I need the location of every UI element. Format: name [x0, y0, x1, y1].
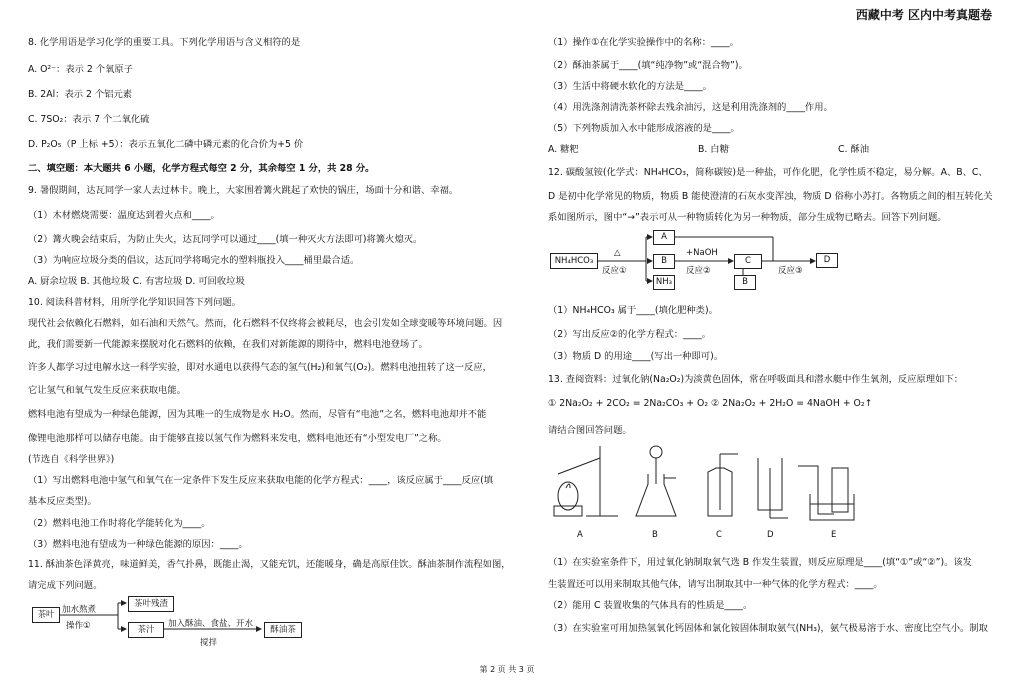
apparatus-label-e: E	[831, 530, 837, 540]
q12-stem: 12. 碳酸氢铵(化学式：NH₄HCO₃，简称碳铵)是一种盐，可作化肥，化学性质不稳定，易分解。A、B、C、	[548, 167, 988, 178]
q13-sub3: （3）在实验室可用加热氢氧化钙固体和氯化铵固体制取氨气(NH₃)，氨气极易溶于水、密度比空气小。制取	[548, 623, 988, 634]
flow-arrow2-top: 加入酥油、食盐、开水	[168, 619, 254, 629]
q12-box-nh3: NH₃	[653, 275, 675, 290]
q11-option-a: A. 糖粑	[548, 144, 579, 155]
q12-box-b2: B	[734, 275, 756, 290]
q9-sub3: （3）为响应垃圾分类的倡议，达瓦同学将喝完水的塑料瓶投入____桶里最合适。	[28, 255, 360, 266]
apparatus-d-bottle	[758, 458, 788, 518]
page-header-title: 西藏中考 区内中考真题卷	[855, 8, 992, 22]
apparatus-label-d: D	[767, 530, 774, 540]
q12-start-box: NH₄HCO₃	[550, 253, 598, 269]
q11-option-b: B. 白糖	[698, 144, 729, 155]
q11-sub5: （5）下列物质加入水中能形成溶液的是____。	[548, 123, 740, 134]
apparatus-c-bottle	[708, 454, 738, 516]
q13-sub1: （1）在实验室条件下，用过氧化钠制取氧气选 B 作发生装置，则反应原理是____(填“①”或“②”)。该发	[548, 557, 972, 568]
flow-arrow2-bottom: 搅拌	[200, 638, 218, 648]
q13-stem-2: 请结合图回答问题。	[548, 425, 632, 436]
q11-sub1: （1）操作①在化学实验操作中的名称：____。	[548, 37, 739, 48]
q12-reaction3-label: 反应③	[778, 266, 803, 276]
q11-stem-cont: 请完成下列问题。	[28, 580, 103, 591]
flow-arrow1-top: 加水熬煮	[62, 605, 97, 615]
q12-sub3: （3）物质 D 的用途____(写出一种即可)。	[548, 351, 723, 362]
q8-option-a: A. O²⁻：表示 2 个氧原子	[28, 64, 133, 75]
q12-sub2: （2）写出反应②的化学方程式：____。	[548, 329, 711, 340]
q10-stem: 10. 阅读科普材料，用所学化学知识回答下列问题。	[28, 297, 241, 308]
q8-stem: 8. 化学用语是学习化学的重要工具。下列化学用语与含义相符的是	[28, 37, 301, 48]
q10-para-4: 它让氢气和氧气发生反应来获取电能。	[28, 385, 187, 396]
flow-start-box: 茶叶	[32, 607, 60, 623]
q13-sub1-cont: 生装置还可以用来制取其他气体，请写出制取其中一种气体的化学方程式：____。	[548, 579, 883, 590]
flow-residue-box: 茶叶残渣	[128, 596, 174, 612]
flow-juice-box: 茶汁	[128, 622, 164, 638]
q11-sub3: （3）生活中将硬水软化的方法是____。	[548, 81, 712, 92]
apparatus-b-flask	[636, 446, 676, 516]
q10-para-6: 像锂电池那样可以储存电能。由于能够直接以氢气作为燃料来发电，燃料电池还有“小型发电厂”之称。	[28, 433, 447, 444]
q13-stem: 13. 查阅资料：过氧化钠(Na₂O₂)为淡黄色固体，常在呼吸面具和潜水艇中作生氧剂，反应原理如下：	[548, 374, 963, 385]
q12-reaction1-label: 反应①	[602, 266, 627, 276]
q10-sub3: （3）燃料电池有望成为一种绿色能源的原因：____。	[28, 539, 248, 550]
q11-stem: 11. 酥油茶色泽黄亮，味道鲜美，香气扑鼻，既能止渴，又能充饥，还能暖身，确是高原佳饮。酥油茶制作流程如图，	[28, 559, 511, 570]
flow-arrow1-bottom: 操作①	[66, 621, 91, 631]
q12-naoh-label: +NaOH	[686, 248, 718, 258]
apparatus-label-c: C	[716, 530, 722, 540]
q9-stem: 9. 暑假期间，达瓦同学一家人去过林卡。晚上，大家围着篝火跳起了欢快的锅庄，场面十分和谐、幸福。	[28, 185, 459, 196]
q10-sub2: （2）燃料电池工作时将化学能转化为____。	[28, 518, 211, 529]
q10-source: (节选自《科学世界》)	[28, 454, 115, 465]
q8-option-c: C. 7SO₂：表示 7 个二氧化硫	[28, 114, 150, 125]
section-2-heading: 二、填空题：本大题共 6 小题，化学方程式每空 2 分，其余每空 1 分，共 28 分。	[28, 163, 375, 174]
q11-sub2: （2）酥油茶属于____(填“纯净物”或“混合物”)。	[548, 60, 748, 71]
q11-option-c: C. 酥油	[838, 144, 869, 155]
q12-box-c: C	[734, 254, 762, 269]
q13-sub2: （2）能用 C 装置收集的气体具有的性质是____。	[548, 600, 753, 611]
q8-option-b: B. 2Al：表示 2 个铝元素	[28, 89, 133, 100]
q10-para-3: 许多人都学习过电解水这一科学实验，即对水通电以获得气态的氢气(H₂)和氧气(O₂)。燃料电池扭转了这一反应，	[28, 362, 492, 373]
flow-end-box: 酥油茶	[264, 622, 302, 638]
page-footer: 第 2 页 共 3 页	[479, 665, 535, 674]
q11-sub4: （4）用洗涤剂清洗茶杯除去残余油污，这是利用洗涤剂的____作用。	[548, 102, 833, 113]
apparatus-e-trough	[798, 466, 854, 520]
q10-sub1: （1）写出燃料电池中氢气和氧气在一定条件下发生反应来获取电能的化学方程式：____，该反应属于____反应(填	[28, 475, 494, 486]
q12-cond-heat: △	[614, 248, 621, 258]
q12-reaction2-label: 反应②	[686, 266, 711, 276]
apparatus-a-heating	[554, 446, 618, 516]
q12-box-b: B	[653, 254, 675, 269]
q12-stem-2: D 是初中化学常见的物质，物质 B 能使澄清的石灰水变浑浊，物质 D 俗称小苏打。各物质之间的相互转化关	[548, 191, 993, 202]
q8-option-d: D. P₂O₅（P 上标 +5）：表示五氧化二磷中磷元素的化合价为+5 价	[28, 139, 304, 150]
q10-para-2: 此，我们需要新一代能源来摆脱对化石燃料的依赖，在我们对新能源的期待中，燃料电池登场了。	[28, 339, 428, 350]
q10-sub1-cont: 基本反应类型)。	[28, 496, 97, 507]
q10-para-1: 现代社会依赖化石燃料，如石油和天然气。然而，化石燃料不仅终将会被耗尽，也会引发如全球变暖等环境问题。因	[28, 318, 503, 329]
q12-box-a: A	[653, 230, 675, 245]
q9-options: A. 厨余垃圾 B. 其他垃圾 C. 有害垃圾 D. 可回收垃圾	[28, 276, 245, 287]
apparatus-label-b: B	[652, 530, 658, 540]
apparatus-illustration	[548, 444, 858, 524]
apparatus-label-a: A	[577, 530, 583, 540]
q9-sub1: （1）木材燃烧需要：温度达到着火点和____。	[28, 210, 220, 221]
q13-equations: ① 2Na₂O₂ + 2CO₂ = 2Na₂CO₃ + O₂ ② 2Na₂O₂ + 2H₂O = 4NaOH + O₂↑	[548, 398, 873, 409]
q9-sub2: （2）篝火晚会结束后，为防止失火，达瓦同学可以通过____(填一种灭火方法即可)将篝火熄灭。	[28, 234, 423, 245]
q10-para-5: 燃料电池有望成为一种绿色能源，因为其唯一的生成物是水 H₂O。然而，尽管有“电池”之名，燃料电池却并不能	[28, 409, 487, 420]
q12-stem-3: 系如图所示，图中“→”表示可从一种物质转化为另一种物质，部分生成物已略去。回答下列问题。	[548, 212, 947, 223]
q12-box-d: D	[816, 253, 838, 268]
q12-sub1: （1）NH₄HCO₃ 属于____(填化肥种类)。	[548, 305, 718, 316]
